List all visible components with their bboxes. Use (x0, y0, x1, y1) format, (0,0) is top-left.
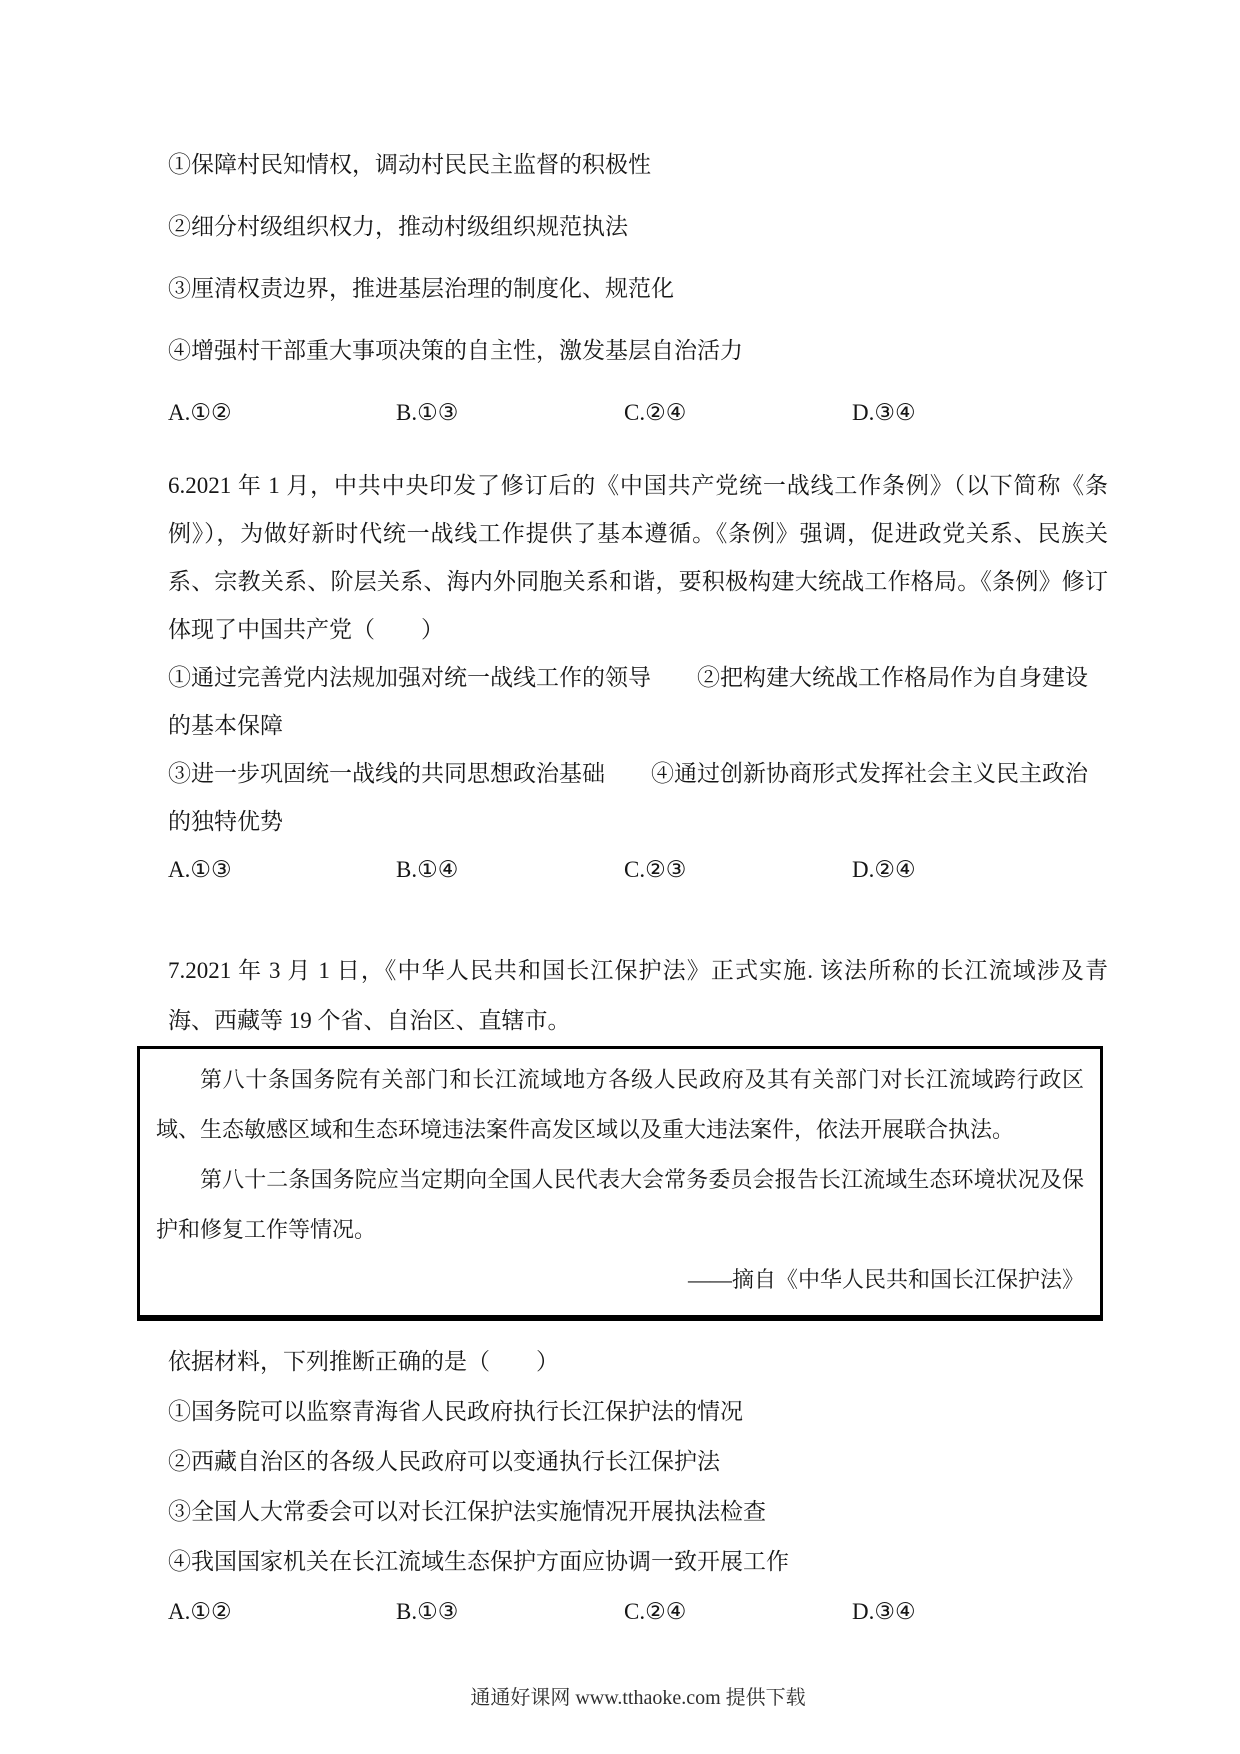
q6-option-a: A.①③ (168, 857, 232, 882)
q6-item-3: ③进一步巩固统一战线的共同思想政治基础 (168, 761, 605, 786)
q6-option-row (168, 846, 1108, 894)
q6-items-3-4 (168, 750, 1108, 846)
q7-option-b: B.①③ (396, 1599, 459, 1624)
q7-item-4: ④我国国家机关在长江流域生态保护方面应协调一致开展工作 (168, 1549, 789, 1574)
q7-item-2: ②西藏自治区的各级人民政府可以变通执行长江保护法 (168, 1449, 720, 1474)
question-7-block (156, 946, 1108, 1637)
law-excerpt-source: ——摘自《中华人民共和国长江保护法》 (687, 1267, 1084, 1292)
q6-item-4: ④通过创新协商形式发挥社会主义民主政治的独特优势 (168, 761, 1088, 834)
question-5-block (168, 134, 1108, 444)
q7-option-a: A.①② (168, 1599, 232, 1624)
q5-item-4: ④增强村干部重大事项决策的自主性，激发基层自治活力 (168, 338, 743, 363)
q5-item-3: ③厘清权责边界，推进基层治理的制度化、规范化 (168, 276, 674, 301)
q7-option-row (168, 1587, 1108, 1637)
q5-option-a: A.①② (168, 400, 232, 425)
law-excerpt-box (137, 1046, 1103, 1321)
law-excerpt-article-80: 第八十条国务院有关部门和长江流域地方各级人民政府及其有关部门对长江流域跨行政区域、生态敏感区域和生态环境违法案件高发区域以及重大违法案件，依法开展联合执法。 (156, 1067, 1084, 1142)
q5-option-d: D.③④ (852, 400, 916, 425)
q5-item-2: ②细分村级组织权力，推动村级组织规范执法 (168, 214, 628, 239)
q5-item-1: ①保障村民知情权，调动村民民主监督的积极性 (168, 152, 651, 177)
q6-item-2: ②把构建大统战工作格局作为自身建设的基本保障 (168, 665, 1088, 738)
q5-option-row (168, 382, 1108, 444)
q6-stem: 6.2021 年 1 月，中共中央印发了修订后的《中国共产党统一战线工作条例》（以下简称《条例》），为做好新时代统一战线工作提供了基本遵循。《条例》强调，促进政党关系、民族关系、宗教关系、阶层关系、海内外同胞关系和谐，要积极构建大统战工作格局。《条例》修订体现了中国共产党（ ） (168, 473, 1108, 642)
q7-item-1: ①国务院可以监察青海省人民政府执行长江保护法的情况 (168, 1399, 743, 1424)
q5-option-c: C.②④ (624, 400, 687, 425)
q7-option-d: D.③④ (852, 1599, 916, 1624)
q5-option-b: B.①③ (396, 400, 459, 425)
question-6-block (168, 462, 1108, 894)
q7-option-c: C.②④ (624, 1599, 687, 1624)
q7-item-3: ③全国人大常委会可以对长江保护法实施情况开展执法检查 (168, 1499, 766, 1524)
law-excerpt-article-82: 第八十二条国务院应当定期向全国人民代表大会常务委员会报告长江流域生态环境状况及保护和修复工作等情况。 (156, 1167, 1084, 1242)
q7-stem: 7.2021 年 3 月 1 日，《中华人民共和国长江保护法》正式实施. 该法所称的长江流域涉及青海、西藏等 19 个省、自治区、直辖市。 (168, 958, 1108, 1033)
q6-option-d: D.②④ (852, 857, 916, 882)
q6-option-c: C.②③ (624, 857, 687, 882)
q6-items-1-2 (168, 654, 1108, 750)
q6-option-b: B.①④ (396, 857, 459, 882)
q7-prompt: 依据材料，下列推断正确的是（ ） (168, 1349, 559, 1374)
q6-item-1: ①通过完善党内法规加强对统一战线工作的领导 (168, 665, 651, 690)
page-footer (168, 1683, 1108, 1713)
footer-site-text: 通通好课网 www.tthaoke.com 提供下载 (470, 1687, 806, 1709)
